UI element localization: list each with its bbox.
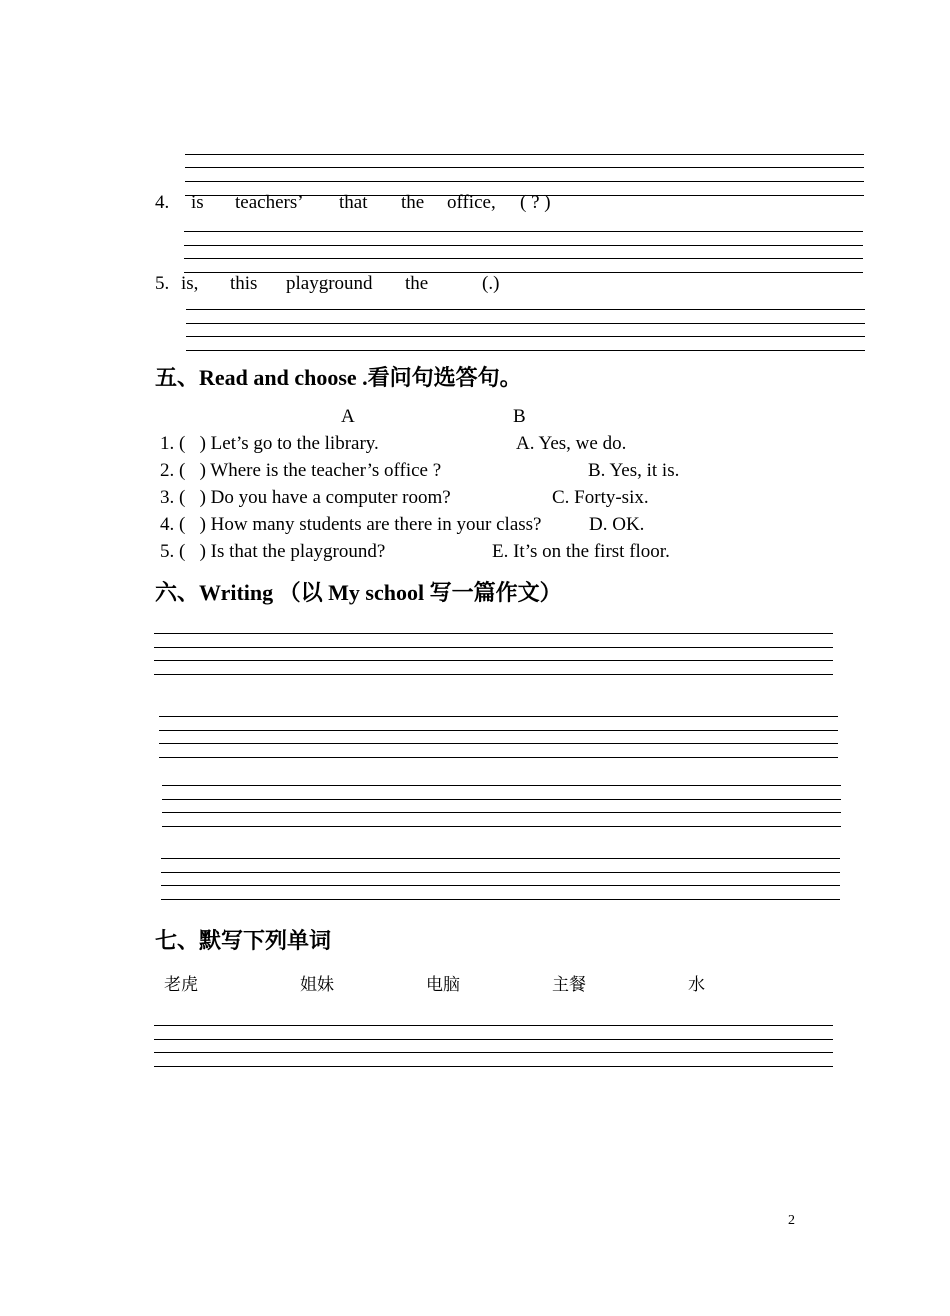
word: the — [401, 192, 425, 213]
writing-lines-q5[interactable] — [186, 309, 865, 351]
composition-lines-1[interactable] — [154, 633, 833, 675]
list-item[interactable]: 1. ( ) Let’s go to the library. — [160, 433, 379, 454]
composition-lines-3[interactable] — [162, 785, 841, 827]
dictation-word: 主餐 — [552, 975, 586, 995]
word: the — [405, 273, 429, 294]
dictation-word: 姐妹 — [300, 975, 334, 995]
word: ( ? ) — [520, 192, 551, 213]
question-number: 5. — [155, 273, 170, 294]
word: is, — [181, 273, 199, 294]
dictation-word: 电脑 — [426, 975, 460, 995]
word: that — [339, 192, 368, 213]
list-item[interactable]: 2. ( ) Where is the teacher’s office ? — [160, 460, 442, 481]
answer-option: B. Yes, it is. — [588, 460, 680, 481]
section-5-heading: 五、Read and choose .看问句选答句。 — [155, 365, 522, 390]
composition-lines-2[interactable] — [159, 716, 838, 758]
writing-lines-top[interactable] — [185, 154, 864, 196]
list-item[interactable]: 4. ( ) How many students are there in your class? — [160, 514, 542, 535]
section-7-heading: 七、默写下列单词 — [155, 928, 332, 953]
dictation-lines[interactable] — [154, 1025, 833, 1067]
writing-lines-q4[interactable] — [184, 231, 863, 273]
column-b-header: B — [513, 406, 526, 427]
dictation-word: 水 — [688, 975, 705, 995]
word: this — [230, 273, 258, 294]
list-item[interactable]: 5. ( ) Is that the playground? — [160, 541, 386, 562]
page-number: 2 — [788, 1213, 795, 1228]
section-6-heading: 六、Writing （以 My school 写一篇作文） — [155, 580, 562, 605]
answer-option: A. Yes, we do. — [516, 433, 627, 454]
word: office, — [447, 192, 496, 213]
word: (.) — [482, 273, 500, 294]
word: playground — [286, 273, 373, 294]
dictation-word: 老虎 — [164, 975, 198, 995]
answer-option: C. Forty-six. — [552, 487, 649, 508]
word: teachers’ — [235, 192, 304, 213]
answer-option: D. OK. — [589, 514, 645, 535]
list-item[interactable]: 3. ( ) Do you have a computer room? — [160, 487, 451, 508]
question-number: 4. — [155, 192, 170, 213]
word: is — [191, 192, 204, 213]
answer-option: E. It’s on the first floor. — [492, 541, 670, 562]
composition-lines-4[interactable] — [161, 858, 840, 900]
column-a-header: A — [341, 406, 355, 427]
